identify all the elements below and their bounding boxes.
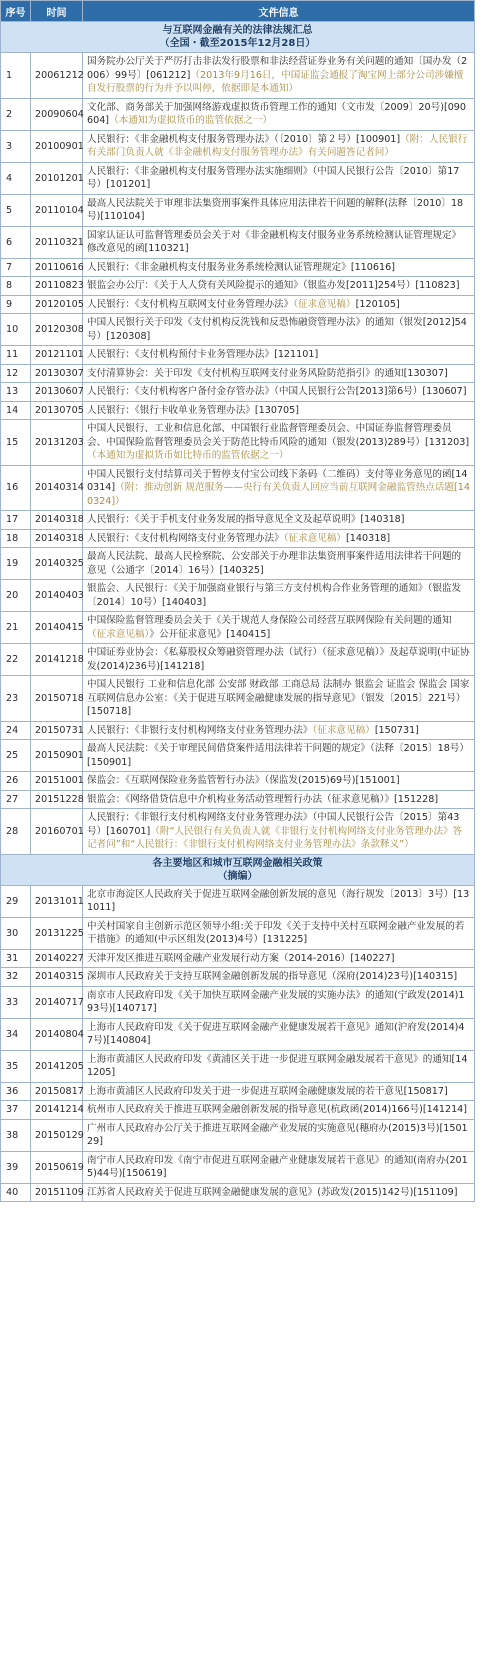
table-row bbox=[1, 295, 475, 314]
document-code: [150731] bbox=[374, 724, 419, 736]
row-date: 20140403 bbox=[31, 580, 83, 612]
document-title: 最高人民法院：《关于审理民间借贷案件适用法律若干问题的规定》（法释〔2015〕18号）[150901] bbox=[87, 743, 469, 768]
row-document-info bbox=[83, 885, 475, 917]
document-note: （附：人民银行有关部门负责人就《非金融机构支付服务管理办法》有关问题答记者问） bbox=[87, 133, 468, 158]
row-date: 20131203 bbox=[31, 420, 83, 466]
document-note: （征求意见稿） bbox=[312, 724, 375, 736]
row-index: 36 bbox=[1, 1082, 31, 1101]
section-title: 与互联网金融有关的法律法规汇总 bbox=[162, 25, 313, 36]
row-index: 33 bbox=[1, 986, 31, 1018]
table-row bbox=[1, 885, 475, 917]
row-date: 20131225 bbox=[31, 917, 83, 949]
table-row bbox=[1, 226, 475, 258]
table-row bbox=[1, 968, 475, 987]
row-date: 20140227 bbox=[31, 949, 83, 968]
table-row bbox=[1, 130, 475, 162]
row-document-info bbox=[83, 162, 475, 194]
row-index: 38 bbox=[1, 1119, 31, 1151]
document-title: 银监会：《网络借贷信息中介机构业务活动管理暂行办法（征求意见稿）》[151228] bbox=[87, 793, 439, 805]
row-document-info bbox=[83, 420, 475, 466]
section-subtitle: （摘编） bbox=[217, 870, 258, 882]
row-document-info bbox=[83, 1183, 475, 1202]
row-date: 20151109 bbox=[31, 1183, 83, 1202]
row-document-info bbox=[83, 1082, 475, 1101]
row-document-info bbox=[83, 130, 475, 162]
document-note: （征求意见稿） bbox=[283, 532, 347, 544]
table-row bbox=[1, 1050, 475, 1082]
row-document-info bbox=[83, 98, 475, 130]
row-date: 20140318 bbox=[31, 529, 83, 548]
row-index: 27 bbox=[1, 790, 31, 809]
document-note: （本通知为虚拟货币如比特币的监管依据之一） bbox=[87, 450, 289, 461]
row-document-info bbox=[83, 53, 475, 99]
row-index: 28 bbox=[1, 809, 31, 855]
row-index: 4 bbox=[1, 162, 31, 194]
row-document-info bbox=[83, 1018, 475, 1050]
row-index: 20 bbox=[1, 580, 31, 612]
row-date: 20150901 bbox=[31, 740, 83, 772]
header-index: 序号 bbox=[1, 1, 31, 22]
document-title: 最高人民法院、最高人民检察院、公安部关于办理非法集资刑事案件适用法律若干问题的意见（公通字〔2014〕16号）[140325] bbox=[87, 551, 462, 576]
row-date: 20140804 bbox=[31, 1018, 83, 1050]
table-row bbox=[1, 465, 475, 511]
row-date: 20130307 bbox=[31, 364, 83, 383]
row-date: 20120308 bbox=[31, 314, 83, 346]
table-row bbox=[1, 1151, 475, 1183]
document-title: 银监会、人民银行：《关于加强商业银行与第三方支付机构合作业务管理的通知》（银监发〔2014〕10号）[140403] bbox=[87, 583, 462, 608]
section-header bbox=[1, 22, 475, 53]
row-document-info bbox=[83, 1151, 475, 1183]
table-row bbox=[1, 740, 475, 772]
row-date: 20150817 bbox=[31, 1082, 83, 1101]
row-date: 20141205 bbox=[31, 1050, 83, 1082]
row-index: 19 bbox=[1, 548, 31, 580]
table-row bbox=[1, 258, 475, 277]
row-date: 20150718 bbox=[31, 676, 83, 722]
row-document-info bbox=[83, 226, 475, 258]
table-row bbox=[1, 401, 475, 420]
row-index: 10 bbox=[1, 314, 31, 346]
row-document-info bbox=[83, 295, 475, 314]
table-body bbox=[1, 22, 475, 1202]
document-title: 中国人民银行关于印发《支付机构反洗钱和反恐怖融资管理办法》的通知（银发[2012]54号）[120308] bbox=[87, 317, 467, 342]
row-date: 20150619 bbox=[31, 1151, 83, 1183]
document-title: 中关村国家自主创新示范区领导小组:关于印发《关于支持中关村互联网金融产业发展的若干措施》的通知(中示区组发(2013)4号）[131225] bbox=[87, 920, 465, 945]
table-row bbox=[1, 676, 475, 722]
row-document-info bbox=[83, 949, 475, 968]
document-title: 保监会：《互联网保险业务监管暂行办法》（保监发(2015)69号)[151001] bbox=[87, 775, 400, 786]
section-header-row bbox=[1, 22, 475, 53]
row-index: 32 bbox=[1, 968, 31, 987]
document-title: 广州市人民政府办公厅关于推进互联网金融产业发展的实施意见(穗府办(2015)3号)[150129] bbox=[87, 1122, 468, 1147]
document-title: 北京市海淀区人民政府关于促进互联网金融创新发展的意见（海行规发〔2013〕3号）[131011] bbox=[87, 888, 470, 913]
row-index: 17 bbox=[1, 511, 31, 530]
section-title: 各主要地区和城市互联网金融相关政策 bbox=[152, 857, 323, 869]
row-document-info bbox=[83, 258, 475, 277]
table-row bbox=[1, 383, 475, 402]
row-date: 20130607 bbox=[31, 383, 83, 402]
document-title: 深圳市人民政府关于支持互联网金融创新发展的指导意见（深府(2014)23号)[140315] bbox=[87, 971, 458, 982]
table-row bbox=[1, 1018, 475, 1050]
document-title: 支付清算协会：关于印发《支付机构互联网支付业务风险防范指引》的通知[130307] bbox=[87, 367, 448, 379]
section-header bbox=[1, 854, 475, 885]
section-subtitle: （全国・截至2015年12月28日） bbox=[159, 38, 316, 49]
document-title: 人民银行：《非金融机构支付服务业务系统检测认证管理规定》[110616] bbox=[87, 261, 395, 273]
row-date: 20140318 bbox=[31, 511, 83, 530]
row-document-info bbox=[83, 1050, 475, 1082]
row-document-info bbox=[83, 346, 475, 365]
row-document-info bbox=[83, 314, 475, 346]
table-row bbox=[1, 1183, 475, 1202]
row-index: 39 bbox=[1, 1151, 31, 1183]
document-title: 南京市人民政府印发《关于加快互联网金融产业发展的实施办法》的通知(宁政发(2014)193号)[140717] bbox=[87, 989, 465, 1014]
document-note: （征求意见稿） bbox=[87, 628, 150, 640]
document-title: 上海市人民政府印发《关于促进互联网金融产业健康发展若干意见》通知(沪府发(2014)47号)[140804] bbox=[87, 1021, 465, 1046]
row-date: 20130705 bbox=[31, 401, 83, 420]
table-row bbox=[1, 644, 475, 676]
row-date: 20140315 bbox=[31, 968, 83, 987]
row-date: 20141214 bbox=[31, 1101, 83, 1120]
row-date: 20140717 bbox=[31, 986, 83, 1018]
row-index: 6 bbox=[1, 226, 31, 258]
table-row bbox=[1, 548, 475, 580]
document-note: （征求意见稿） bbox=[293, 298, 356, 310]
row-document-info bbox=[83, 548, 475, 580]
row-index: 25 bbox=[1, 740, 31, 772]
document-note: （附“人民银行有关负责人就《非银行支付机构网络支付业务管理办法》答记者问”和“人民银行：《非银行支付机构网络支付业务管理办法》条款释义”） bbox=[87, 825, 463, 850]
row-index: 9 bbox=[1, 295, 31, 314]
document-title: 人民银行：《支付机构互联网支付业务管理办法》 bbox=[87, 298, 294, 310]
row-index: 16 bbox=[1, 465, 31, 511]
document-title: 天津开发区推进互联网金融产业发展行动方案（2014-2016）[140227] bbox=[87, 952, 395, 964]
document-code: [140318] bbox=[346, 532, 391, 544]
table-row bbox=[1, 364, 475, 383]
row-index: 14 bbox=[1, 401, 31, 420]
row-document-info bbox=[83, 968, 475, 987]
document-note: （附：推动创新 规范服务——央行有关负责人回应当前互联网金融监管热点话题[140324]） bbox=[87, 482, 470, 507]
row-date: 20160701 bbox=[31, 809, 83, 855]
table-row bbox=[1, 917, 475, 949]
document-title: 文化部、商务部关于加强网络游戏虚拟货币管理工作的通知（文市发〔2009〕20号)[090604] bbox=[87, 101, 467, 126]
document-title: 人民银行：《非银行支付机构网络支付业务管理办法》 bbox=[87, 724, 313, 736]
table-row bbox=[1, 98, 475, 130]
row-document-info bbox=[83, 809, 475, 855]
header-date: 时间 bbox=[31, 1, 83, 22]
document-title: 人民银行：《银行卡收单业务管理办法》[130705] bbox=[87, 404, 299, 416]
row-index: 22 bbox=[1, 644, 31, 676]
document-code: [120105] bbox=[355, 298, 400, 310]
row-date: 20090604 bbox=[31, 98, 83, 130]
document-title: 人民银行：《关于手机支付业务发展的指导意见全文及起草说明》[140318] bbox=[87, 514, 405, 525]
row-index: 26 bbox=[1, 772, 31, 791]
row-date: 20141218 bbox=[31, 644, 83, 676]
document-title: 杭州市人民政府关于推进互联网金融创新发展的指导意见(杭政函(2014)166号)[141214] bbox=[87, 1104, 468, 1115]
table-row bbox=[1, 162, 475, 194]
row-date: 20120105 bbox=[31, 295, 83, 314]
row-index: 7 bbox=[1, 258, 31, 277]
row-index: 23 bbox=[1, 676, 31, 722]
document-title: 银监会办公厅：《关于人人贷有关风险提示的通知》（银监办发[2011]254号）[110823] bbox=[87, 280, 460, 291]
row-document-info bbox=[83, 772, 475, 791]
document-note: （本通知为虚拟货币的监管依据之一） bbox=[109, 115, 273, 126]
row-index: 30 bbox=[1, 917, 31, 949]
row-date: 20140314 bbox=[31, 465, 83, 511]
row-date: 20140325 bbox=[31, 548, 83, 580]
row-date: 20100901 bbox=[31, 130, 83, 162]
row-date: 20140415 bbox=[31, 612, 83, 644]
document-title: 人民银行：《非金融机构支付服务管理办法实施细则》（中国人民银行公告〔2010〕第17号）[101201] bbox=[87, 165, 460, 190]
row-date: 20110616 bbox=[31, 258, 83, 277]
row-index: 31 bbox=[1, 949, 31, 968]
row-date: 20110321 bbox=[31, 226, 83, 258]
document-title: 人民银行：《非银行支付机构网络支付业务管理办法》（中国人民银行公告〔2015〕第43号）[160701] bbox=[87, 812, 460, 837]
table-row bbox=[1, 277, 475, 296]
row-index: 13 bbox=[1, 383, 31, 402]
document-title: 江苏省人民政府关于促进互联网金融健康发展的意见》(苏政发(2015)142号)[151109] bbox=[87, 1186, 458, 1198]
row-document-info bbox=[83, 1119, 475, 1151]
row-document-info bbox=[83, 1101, 475, 1120]
row-document-info bbox=[83, 511, 475, 530]
row-index: 34 bbox=[1, 1018, 31, 1050]
table-row bbox=[1, 1101, 475, 1120]
row-index: 37 bbox=[1, 1101, 31, 1120]
document-title: 南宁市人民政府印发《南宁市促进互联网金融产业健康发展若干意见》的通知(南府办(2015)44号)[150619] bbox=[87, 1154, 468, 1179]
row-index: 8 bbox=[1, 277, 31, 296]
table-row bbox=[1, 314, 475, 346]
row-index: 18 bbox=[1, 529, 31, 548]
row-date: 20151228 bbox=[31, 790, 83, 809]
row-document-info bbox=[83, 917, 475, 949]
document-title: 最高人民法院关于审理非法集资刑事案件具体应用法律若干问题的解释(法释〔2010〕18号)[110104] bbox=[87, 197, 464, 222]
document-title: 中国人民银行、工业和信息化部、中国银行业监督管理委员会、中国证券监督管理委员会、中国保险监督管理委员会关于防范比特币风险的通知（银发(2013)289号）[131203] bbox=[87, 423, 470, 448]
row-index: 12 bbox=[1, 364, 31, 383]
document-code: 》公开征求意见》[140415] bbox=[149, 628, 271, 640]
row-document-info bbox=[83, 194, 475, 226]
section-header-row bbox=[1, 854, 475, 885]
row-date: 20061212 bbox=[31, 53, 83, 99]
row-document-info bbox=[83, 465, 475, 511]
table-row bbox=[1, 1082, 475, 1101]
document-title: 人民银行：《支付机构客户备付金存管办法》（中国人民银行公告[2013]第6号）[130607] bbox=[87, 386, 467, 397]
row-date: 20150731 bbox=[31, 721, 83, 740]
document-title: 人民银行：《支付机构网络支付业务管理办法》 bbox=[87, 532, 284, 544]
document-title: 人民银行：《非金融机构支付服务管理办法》（〔2010〕第２号）[100901] bbox=[87, 133, 401, 145]
table-row bbox=[1, 949, 475, 968]
table-row bbox=[1, 529, 475, 548]
table-row bbox=[1, 612, 475, 644]
row-index: 40 bbox=[1, 1183, 31, 1202]
table-row bbox=[1, 511, 475, 530]
table-row bbox=[1, 790, 475, 809]
row-date: 20121101 bbox=[31, 346, 83, 365]
row-document-info bbox=[83, 721, 475, 740]
table-header-row bbox=[1, 1, 475, 22]
row-index: 21 bbox=[1, 612, 31, 644]
header-info: 文件信息 bbox=[83, 1, 475, 22]
document-title: 国务院办公厅关于严厉打击非法发行股票和非法经营证券业务有关问题的通知〔国办发（2006）99号〕[061212] bbox=[87, 56, 468, 81]
row-index: 1 bbox=[1, 53, 31, 99]
row-document-info bbox=[83, 580, 475, 612]
row-date: 20131011 bbox=[31, 885, 83, 917]
table-row bbox=[1, 194, 475, 226]
document-title: 中国证券业协会：《私募股权众筹融资管理办法（试行）（征求意见稿）》及起草说明(中证协发(2014)236号)[141218] bbox=[87, 647, 470, 672]
document-title: 中国人民银行支付结算司关于暂停支付宝公司线下条码（二维码）支付等业务意见的函[140314] bbox=[87, 468, 468, 493]
row-document-info bbox=[83, 364, 475, 383]
row-index: 24 bbox=[1, 721, 31, 740]
document-title: 国家认证认可监督管理委员会关于对《非金融机构支付服务业务系统检测认证管理规定》修改意见的函[110321] bbox=[87, 229, 462, 254]
row-document-info bbox=[83, 676, 475, 722]
table-row bbox=[1, 420, 475, 466]
document-title: 上海市黄浦区人民政府印发关于进一步促进互联网金融健康发展的若干意见[150817] bbox=[87, 1085, 448, 1097]
row-date: 20101201 bbox=[31, 162, 83, 194]
row-index: 15 bbox=[1, 420, 31, 466]
document-title: 人民银行：《支付机构预付卡业务管理办法》[121101] bbox=[87, 349, 319, 360]
row-document-info bbox=[83, 790, 475, 809]
row-document-info bbox=[83, 612, 475, 644]
row-date: 20150129 bbox=[31, 1119, 83, 1151]
row-document-info bbox=[83, 644, 475, 676]
row-document-info bbox=[83, 277, 475, 296]
document-title: 上海市黄浦区人民政府印发《黄浦区关于进一步促进互联网金融发展若干意见》的通知[141205] bbox=[87, 1053, 468, 1078]
row-date: 20151001 bbox=[31, 772, 83, 791]
table-row bbox=[1, 772, 475, 791]
document-title: 中国人民银行 工业和信息化部 公安部 财政部 工商总局 法制办 银监会 证监会 保监会 国家互联网信息办公室：《关于促进互联网金融健康发展的指导意见》（银发〔2015〕221号）[150718] bbox=[87, 679, 470, 717]
document-note: （2013年9月16日，中国证监会通报了淘宝网上部分公司涉嫌擅自发行股票的行为并予以叫停，依据即是本通知） bbox=[87, 69, 464, 94]
row-document-info bbox=[83, 383, 475, 402]
row-index: 5 bbox=[1, 194, 31, 226]
table-row bbox=[1, 809, 475, 855]
table-row bbox=[1, 986, 475, 1018]
table-row bbox=[1, 580, 475, 612]
row-date: 20110823 bbox=[31, 277, 83, 296]
row-document-info bbox=[83, 529, 475, 548]
table-row bbox=[1, 721, 475, 740]
row-index: 11 bbox=[1, 346, 31, 365]
table-row bbox=[1, 53, 475, 99]
document-title: 中国保险监督管理委员会关于《关于规范人身保险公司经营互联网保险有关问题的通知 bbox=[87, 615, 452, 626]
row-document-info bbox=[83, 740, 475, 772]
row-index: 35 bbox=[1, 1050, 31, 1082]
table-row bbox=[1, 346, 475, 365]
row-index: 3 bbox=[1, 130, 31, 162]
row-index: 29 bbox=[1, 885, 31, 917]
row-document-info bbox=[83, 401, 475, 420]
row-document-info bbox=[83, 986, 475, 1018]
row-date: 20110104 bbox=[31, 194, 83, 226]
row-index: 2 bbox=[1, 98, 31, 130]
table-row bbox=[1, 1119, 475, 1151]
